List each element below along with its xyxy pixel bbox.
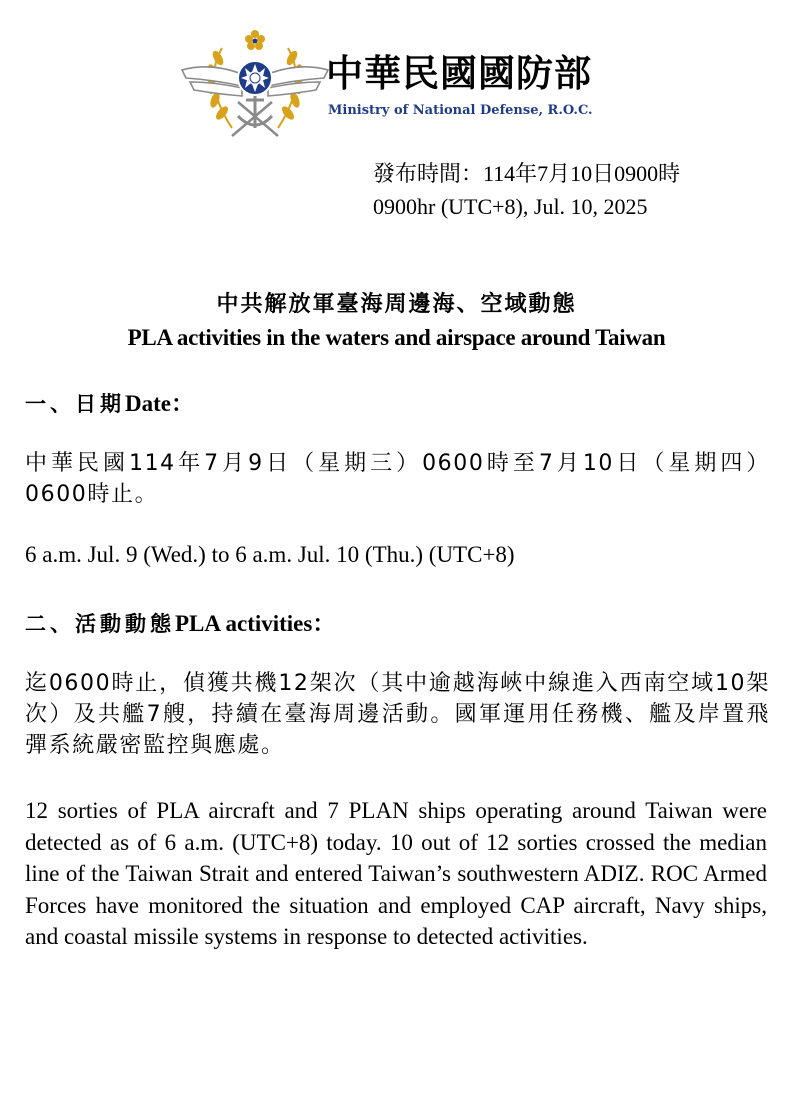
section-date-heading bbox=[25, 385, 194, 418]
org-name-en: Ministry of National Defense, R.O.C. bbox=[328, 103, 593, 118]
title-en: PLA activities in the waters and airspace around Taiwan bbox=[127, 325, 666, 350]
section-activities-body-zh: 迄0600時止，偵獲共機12架次（其中逾越海峽中線進入西南空域10架次）及共艦7艘，持續在臺海周邊活動。國軍運用任務機、艦及岸置飛彈系統嚴密監控與應處。 bbox=[25, 671, 770, 758]
section-activities-heading-zh: 二、活動動態 bbox=[25, 612, 175, 636]
section-date-heading-en: Date： bbox=[125, 391, 194, 416]
document-title bbox=[0, 288, 793, 354]
section-activities-heading bbox=[25, 605, 335, 638]
org-name-zh: 中華民國國防部 bbox=[326, 52, 592, 95]
release-time bbox=[373, 157, 680, 223]
release-time-zh: 發布時間：114年7月10日0900時 bbox=[373, 161, 681, 186]
mnd-emblem-icon bbox=[180, 28, 330, 143]
section-date-heading-zh: 一、日期 bbox=[25, 392, 125, 416]
section-date-body-en: 6 a.m. Jul. 9 (Wed.) to 6 a.m. Jul. 10 (Thu.) (UTC+8) bbox=[25, 542, 515, 567]
title-zh: 中共解放軍臺海周邊海、空域動態 bbox=[216, 292, 577, 317]
section-activities-body-en: 12 sorties of PLA aircraft and 7 PLAN ships operating around Taiwan were detected as of 6 a.m. (UTC+8) today. 10 out of 12 sorties crossed the median line of the Taiwan Strait and entered Taiwan’s southwestern ADIZ. ROC Armed Forces have monitored the situation and employed CAP aircraft, Navy ships, and coastal missile systems in response to detected activities. bbox=[25, 798, 767, 949]
release-time-en: 0900hr (UTC+8), Jul. 10, 2025 bbox=[373, 194, 648, 219]
section-date-body-zh: 中華民國114年7月9日（星期三）0600時至7月10日（星期四）0600時止。 bbox=[25, 451, 770, 507]
section-activities-heading-en: PLA activities： bbox=[175, 611, 336, 636]
